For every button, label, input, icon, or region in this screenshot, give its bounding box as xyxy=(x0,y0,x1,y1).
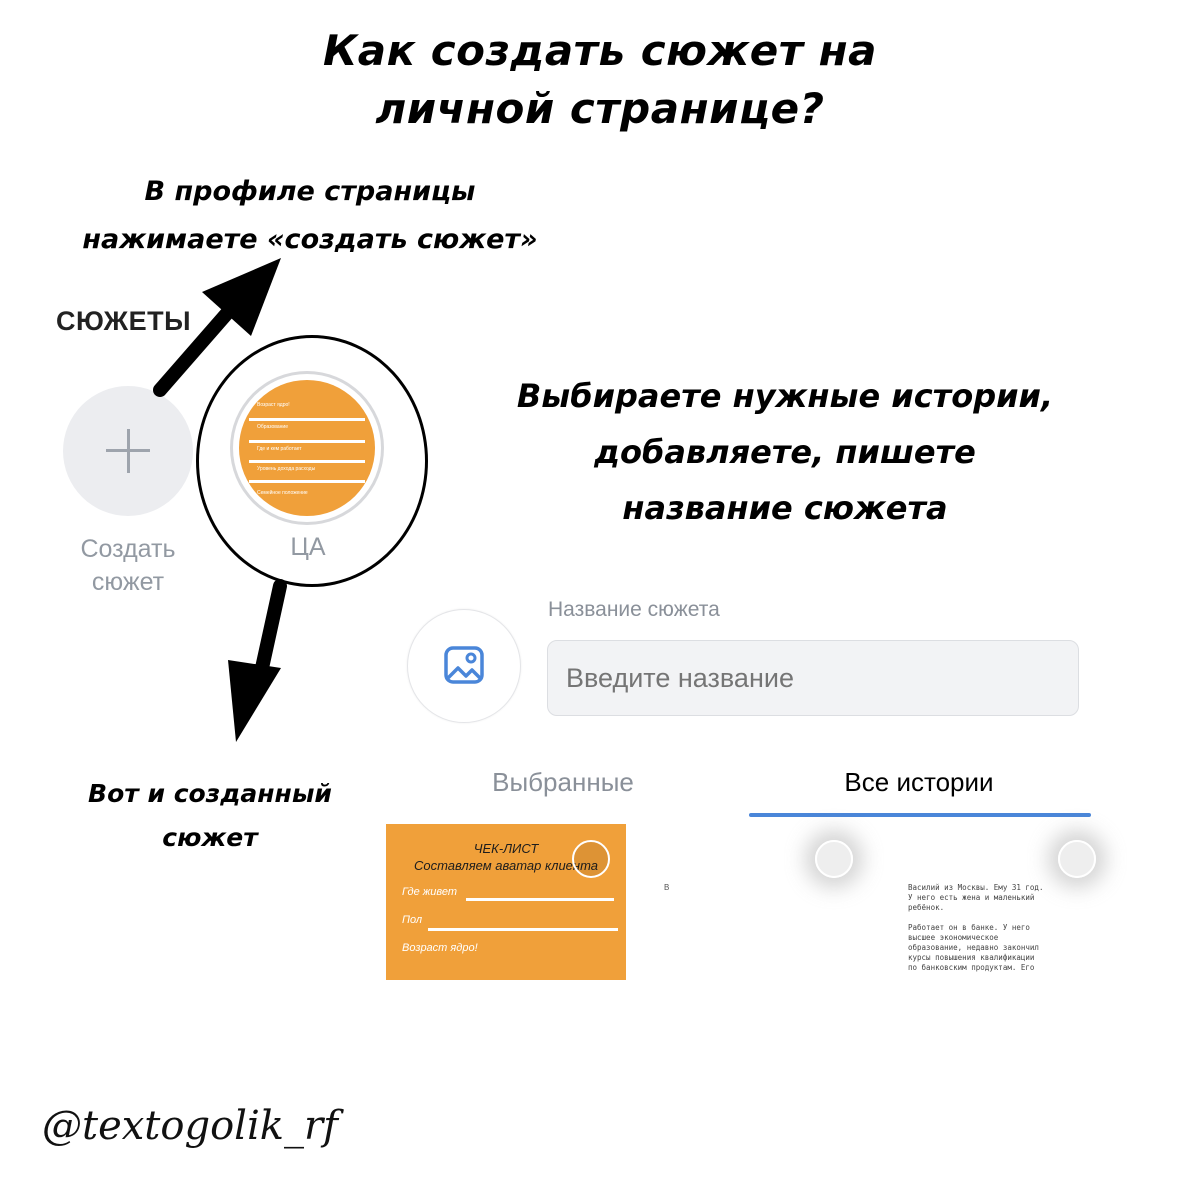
arrow-down-icon xyxy=(228,586,281,742)
story-mini-text: Семейное положение xyxy=(257,490,308,496)
story-ca-label: ЦА xyxy=(290,533,326,561)
note-created-line-1: Вот и созданный xyxy=(88,779,332,808)
cover-image-picker[interactable] xyxy=(407,609,521,723)
thumb-title-line-2: Составляем аватар клиента xyxy=(414,858,598,873)
select-circle[interactable] xyxy=(815,840,853,878)
thumb-row-text: Возраст ядро! xyxy=(402,942,478,954)
note-choose-line-2: добавляете, пишете xyxy=(594,433,976,471)
note-created xyxy=(60,772,360,860)
create-story-label-line-1: Создать xyxy=(80,535,176,563)
select-circle[interactable] xyxy=(1058,840,1096,878)
story-thumbnail-text: В xyxy=(664,883,670,892)
story-mini-text: Где и кем работает xyxy=(257,446,302,452)
title-line-2: личной странице? xyxy=(375,84,825,133)
create-story-label-line-2: сюжет xyxy=(91,568,165,596)
title-line-1: Как создать сюжет на xyxy=(322,26,878,75)
thumb-row-text: Где живет xyxy=(402,886,458,898)
note-choose-line-1: Выбираете нужные истории, xyxy=(516,377,1054,415)
story-name-input[interactable] xyxy=(547,640,1079,716)
note-profile-line-1: В профиле страницы xyxy=(144,176,476,207)
watermark: @textogolik_rf xyxy=(42,1103,338,1149)
note-created-line-2: сюжет xyxy=(162,823,258,852)
thumb-row-line xyxy=(466,898,614,901)
story-name-label: Название сюжета xyxy=(548,598,720,621)
story-mini-text: Уровень дохода расходы xyxy=(257,466,316,472)
tab-all-stories[interactable]: Все истории xyxy=(844,767,994,797)
note-profile-line-2: нажимаете «создать сюжет» xyxy=(82,224,538,255)
story-thumbnail-text: Василий из Москвы. Ему 31 год. У него есть жена и маленький ребёнок. Работает он в банке. У него высшее экономическое образование, недавно закончил курсы повышения квалификации по банковским продуктам. Его xyxy=(908,883,1044,972)
tab-active-indicator xyxy=(749,813,1091,817)
story-mini-text: Возраст ядро! xyxy=(257,402,290,408)
tab-selected[interactable]: Выбранные xyxy=(492,767,634,797)
select-circle[interactable] xyxy=(572,840,610,878)
note-choose-line-3: название сюжета xyxy=(622,489,948,527)
image-icon xyxy=(408,610,520,722)
thumb-row-line xyxy=(428,928,618,931)
arrow-up-icon xyxy=(160,258,281,390)
thumb-row-text: Пол xyxy=(402,914,423,926)
story-mini-text: Образование xyxy=(257,424,288,430)
thumb-title-line-1: ЧЕК-ЛИСТ xyxy=(473,841,539,856)
stories-heading: СЮЖЕТЫ xyxy=(56,306,192,336)
note-choose xyxy=(470,368,1100,536)
